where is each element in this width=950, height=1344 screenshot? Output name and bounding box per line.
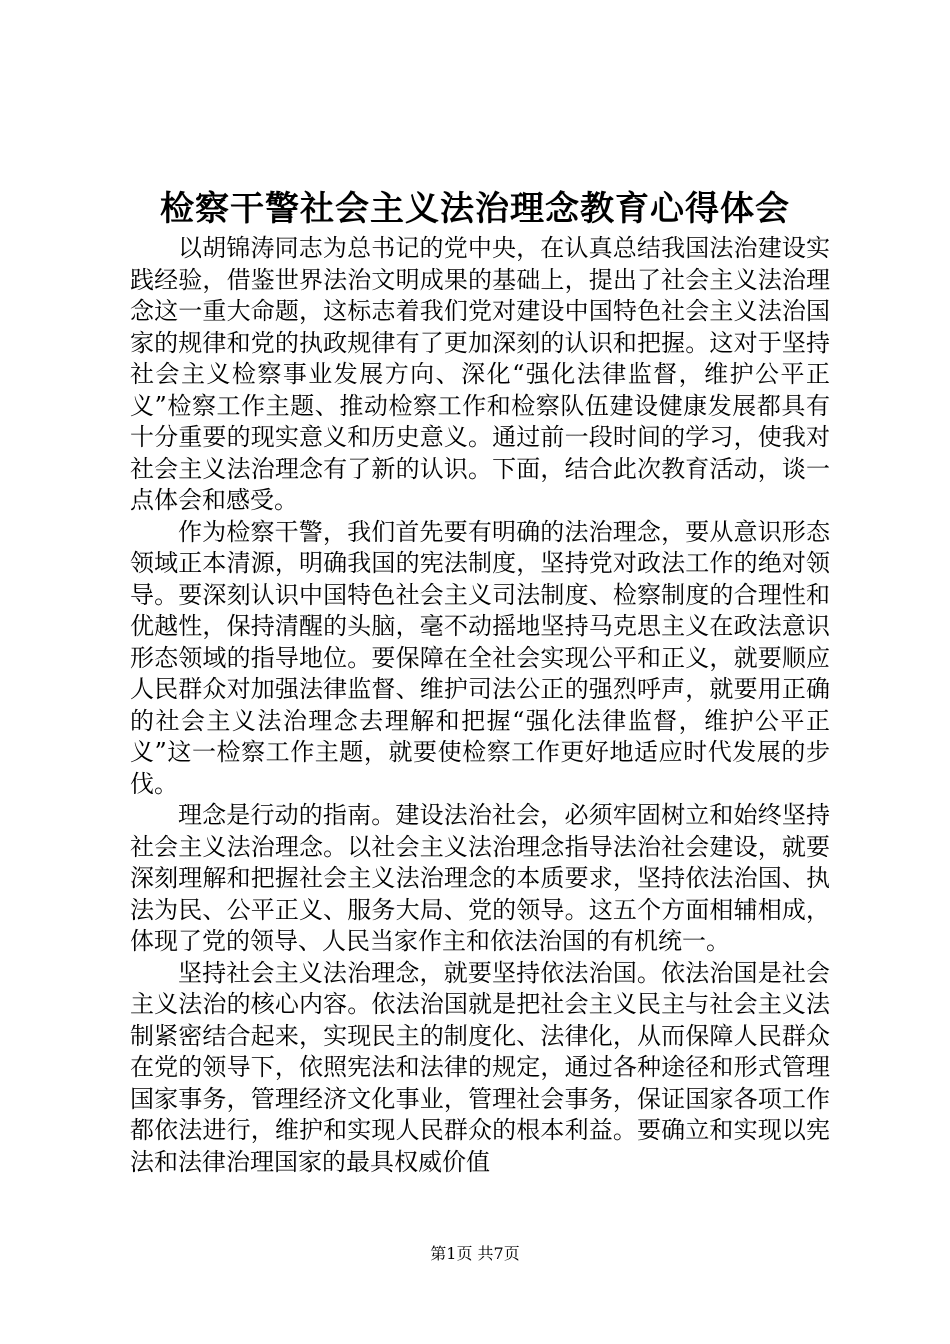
paragraph-2: 作为检察干警，我们首先要有明确的法治理念，要从意识形态领域正本清源，明确我国的宪法制度，坚持党对政法工作的绝对领导。要深刻认识中国特色社会主义司法制度、检察制度的合理性和优越性，保持清醒的头脑，毫不动摇地坚持马克思主义在政法意识形态领域的指导地位。要保障在全社会实现公平和正义，就要顺应人民群众对加强法律监督、维护司法公正的强烈呼声，就要用正确的社会主义法治理念去理解和把握“强化法律监督，维护公平正义”这一检察工作主题，就要使检察工作更好地适应时代发展的步伐。 — [130, 517, 830, 798]
page-number-label: 第1页 共7页 — [430, 1244, 520, 1263]
paragraph-3: 理念是行动的指南。建设法治社会，必须牢固树立和始终坚持社会主义法治理念。以社会主义法治理念指导法治社会建设，就要深刻理解和把握社会主义法治理念的本质要求，坚持依法治国、执法为民、公平正义、服务大局、党的领导。这五个方面相辅相成，体现了党的领导、人民当家作主和依法治国的有机统一。 — [130, 801, 830, 955]
document-body — [130, 233, 830, 1178]
paragraph-1: 以胡锦涛同志为总书记的党中央，在认真总结我国法治建设实践经验，借鉴世界法治文明成果的基础上，提出了社会主义法治理念这一重大命题，这标志着我们党对建设中国特色社会主义法治国家的规律和党的执政规律有了更加深刻的认识和把握。这对于坚持社会主义检察事业发展方向、深化“强化法律监督，维护公平正义”检察工作主题、推动检察工作和检察队伍建设健康发展都具有十分重要的现实意义和历史意义。通过前一段时间的学习，使我对社会主义法治理念有了新的认识。下面，结合此次教育活动，谈一点体会和感受。 — [130, 234, 830, 514]
page-footer — [0, 1244, 950, 1264]
paragraph-4: 坚持社会主义法治理念，就要坚持依法治国。依法治国是社会主义法治的核心内容。依法治国就是把社会主义民主与社会主义法制紧密结合起来，实现民主的制度化、法律化，从而保障人民群众在党的领导下，依照宪法和法律的规定，通过各种途径和形式管理国家事务，管理经济文化事业，管理社会事务，保证国家各项工作都依法进行，维护和实现人民群众的根本利益。要确立和实现以宪法和法律治理国家的最具权威价值 — [130, 958, 830, 1176]
document-title: 检察干警社会主义法治理念教育心得体会 — [160, 189, 790, 229]
